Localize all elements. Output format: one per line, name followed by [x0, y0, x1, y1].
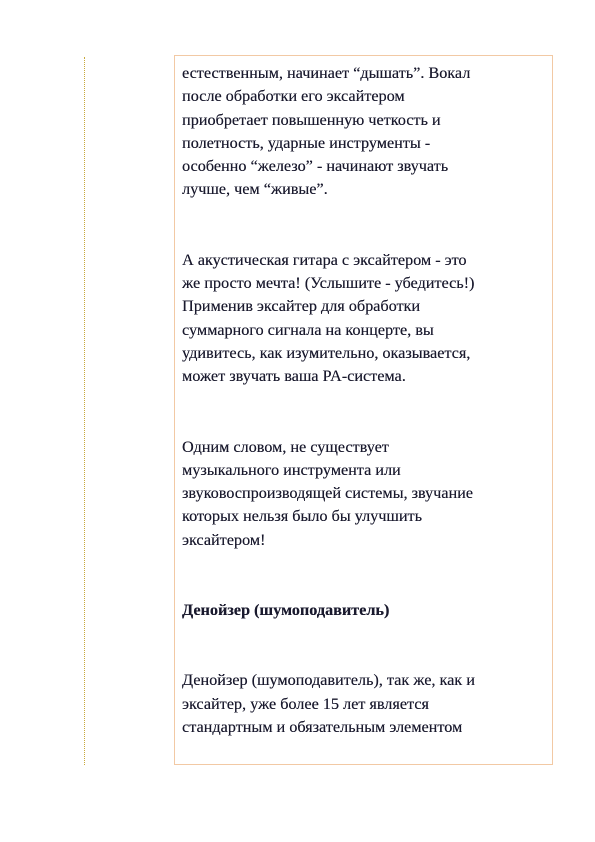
- paragraph-denoiser: Денойзер (шумоподавитель), так же, как и эксайтер, уже более 15 лет является стандартным и обязательным элементом: [182, 671, 475, 736]
- text-frame: [174, 55, 553, 765]
- left-margin-guide: [84, 57, 85, 765]
- paragraph-summary: Одним словом, не существует музыкального инструмента или звуковоспроизводящей системы, звучание которых нельзя было бы улучшить эксайтером!: [182, 437, 473, 549]
- paragraph-exciter-vocals: естественным, начинает “дышать”. Вокал после обработки его эксайтером приобретает повышенную четкость и полетность, ударные инструменты - особенно “железо” - начинают звучать лучше, чем “живые”.: [182, 64, 471, 199]
- section-heading-denoiser: Денойзер (шумоподавитель): [182, 601, 390, 620]
- paragraph-acoustic-guitar: А акустическая гитара с эксайтером - это же просто мечта! (Услышите - убедитесь!) Применив эксайтер для обработки суммарного сигнала на концерте, вы удивитесь, как изумительно, оказывается, может звучать ваша PA-система.: [182, 250, 475, 386]
